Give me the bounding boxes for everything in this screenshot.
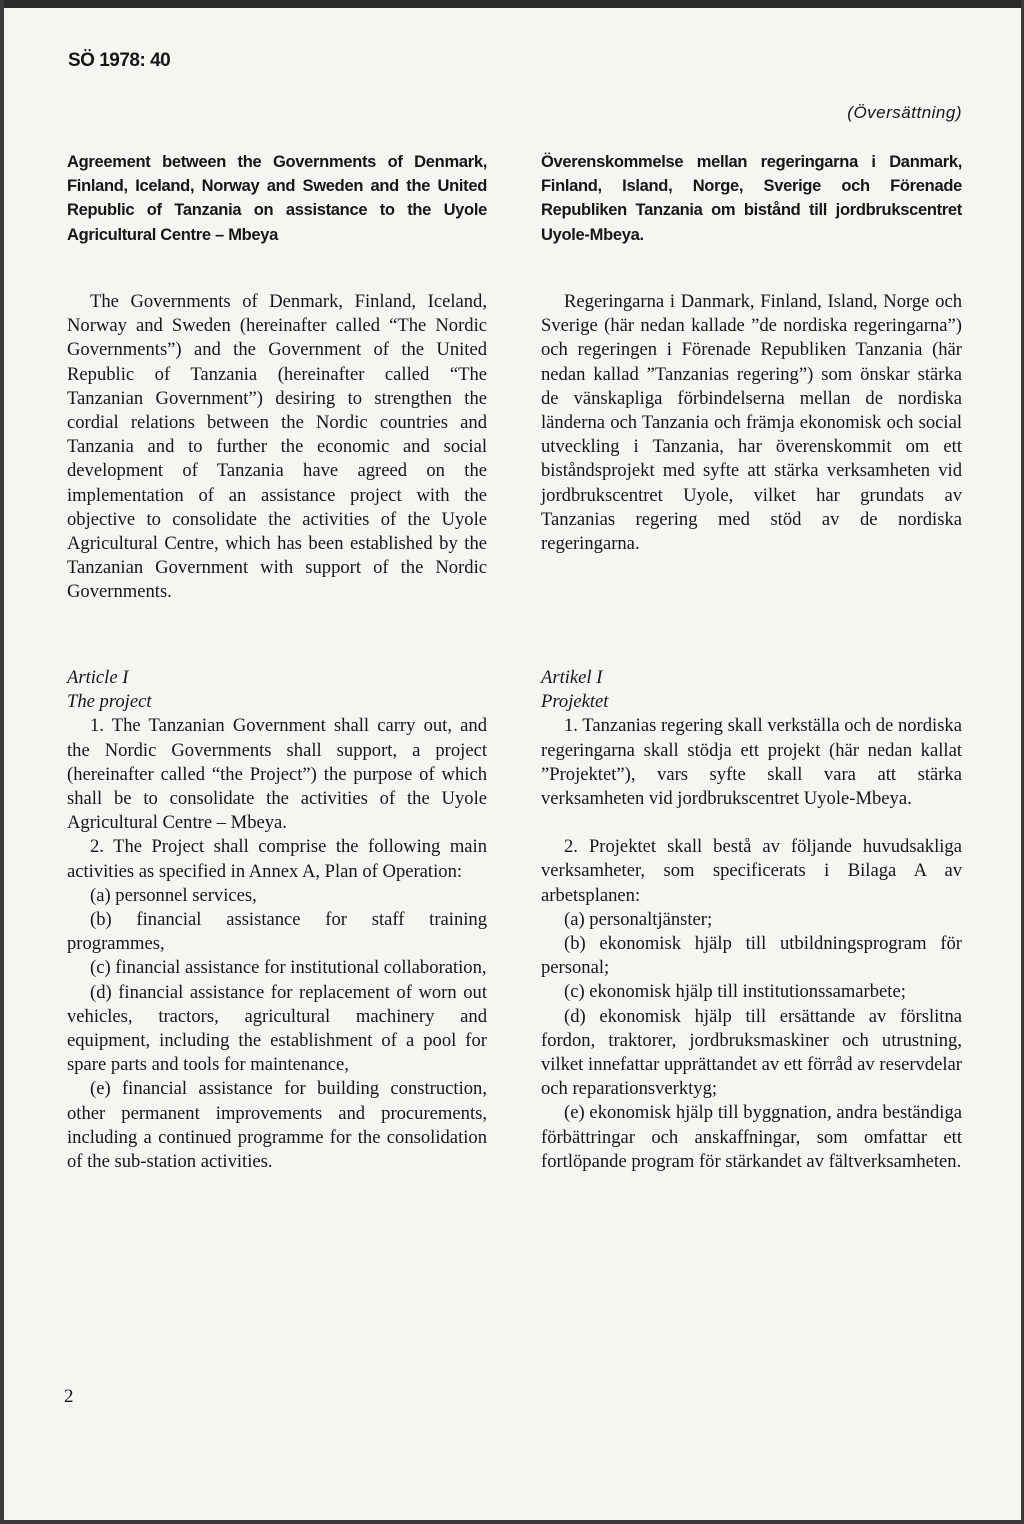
english-list-item-e: (e) financial assistance for building construction, other permanent improvements and procurements, including a continued programme for the consolidation of the sub-station activities. (67, 1078, 487, 1173)
scan-border-left (0, 0, 4, 1524)
swedish-list-item-e: (e) ekonomisk hjälp till byggnation, andra beständiga förbättringar och anskaffningar, som omfattar ett fortlöpande program för stärkandet av fältverksamheten. (541, 1102, 962, 1172)
swedish-title: Överenskommelse mellan regeringarna i Danmark, Finland, Island, Norge, Sverige och Förenade Republiken Tanzania om bistånd till jordbrukscentret Uyole-Mbeya. (541, 153, 962, 244)
swedish-article-subtitle: Projektet (541, 691, 609, 713)
english-preamble: The Governments of Denmark, Finland, Iceland, Norway and Sweden (hereinafter called “The Nordic Governments”) and the Government of the United Republic of Tanzania (hereinafter called “The Tanzanian Government”) desiring to strengthen the cordial relations between the Nordic countries and Tanzania and to further the economic and social development of Tanzania have agreed on the implementation of an assistance project with the objective to consolidate the activities of the Uyole Agricultural Centre, which has been established by the Tanzanian Government with support of the Nordic Governments. (67, 291, 487, 603)
swedish-list-item-c: (c) ekonomisk hjälp till institutionssamarbete; (564, 981, 906, 1003)
swedish-list-item-a: (a) personaltjänster; (564, 908, 713, 930)
swedish-preamble: Regeringarna i Danmark, Finland, Island, Norge och Sverige (här nedan kallade ”de nordiska regeringarna”) och regeringen i Förenade Republiken Tanzania (här nedan kallad ”Tanzanias regering”) som önskar stärka de vänskapliga förbindelserna mellan de nordiska länderna och Tanzania och främja ekonomisk och social utveckling i Tanzania, har överenskommit om ett biståndsprojekt med syfte att stärka verksamheten vid jordbrukscentret Uyole, vilket har grundats av Tanzanias regering med stöd av de nordiska regeringarna. (541, 291, 962, 555)
swedish-preamble-block (541, 290, 962, 666)
swedish-paragraph-1: 1. Tanzanias regering skall verkställa och de nordiska regeringarna skall stödja ett projekt (här nedan kallat ”Projektet”), vars syfte skall vara att stärka verksamheten vid jordbrukscentret Uyole-Mbeya. (541, 715, 962, 810)
translation-note: (Översättning) (847, 103, 962, 122)
swedish-list-item-b: (b) ekonomisk hjälp till utbildningsprogram för personal; (541, 933, 962, 979)
english-column (67, 150, 487, 1174)
swedish-column (541, 150, 962, 1174)
english-list-item-a: (a) personnel services, (90, 884, 257, 906)
english-list-item-b: (b) financial assistance for staff training programmes, (67, 909, 487, 955)
scan-border-bottom (0, 1520, 1024, 1524)
swedish-list-item-d: (d) ekonomisk hjälp till ersättande av förslitna fordon, traktorer, jordbruksmaskiner och utrustning, vilket innefattar upprättandet av ett förråd av reservdelar och reparationsverktyg; (541, 1005, 962, 1100)
english-list-item-d: (d) financial assistance for replacement of worn out vehicles, tractors, agricultural machinery and equipment, including the establishment of a pool for spare parts and tools for maintenance, (67, 981, 487, 1076)
swedish-paragraph-2: 2. Projektet skall bestå av följande huvudsakliga verksamheter, som specificerats i Bilaga A av arbetsplanen: (541, 836, 962, 906)
english-preamble-block (67, 290, 487, 666)
scan-border-top (0, 0, 1024, 8)
page-number: 2 (64, 1386, 74, 1407)
running-head: SÖ 1978: 40 (68, 50, 171, 71)
english-paragraph-1: 1. The Tanzanian Government shall carry out, and the Nordic Governments shall support, a project (hereinafter called “the Project”) the purpose of which shall be to consolidate the activities of the Uyole Agricultural Centre – Mbeya. (67, 715, 487, 834)
english-list-item-c: (c) financial assistance for institutional collaboration, (90, 957, 487, 979)
english-article-label: Article I (67, 667, 129, 688)
english-article-subtitle: The project (67, 691, 152, 713)
swedish-article-label: Artikel I (541, 667, 603, 688)
english-title: Agreement between the Governments of Denmark, Finland, Iceland, Norway and Sweden and the United Republic of Tanzania on assistance to the Uyole Agricultural Centre – Mbeya (67, 153, 487, 244)
english-paragraph-2: 2. The Project shall comprise the following main activities as specified in Annex A, Plan of Operation: (67, 836, 487, 882)
